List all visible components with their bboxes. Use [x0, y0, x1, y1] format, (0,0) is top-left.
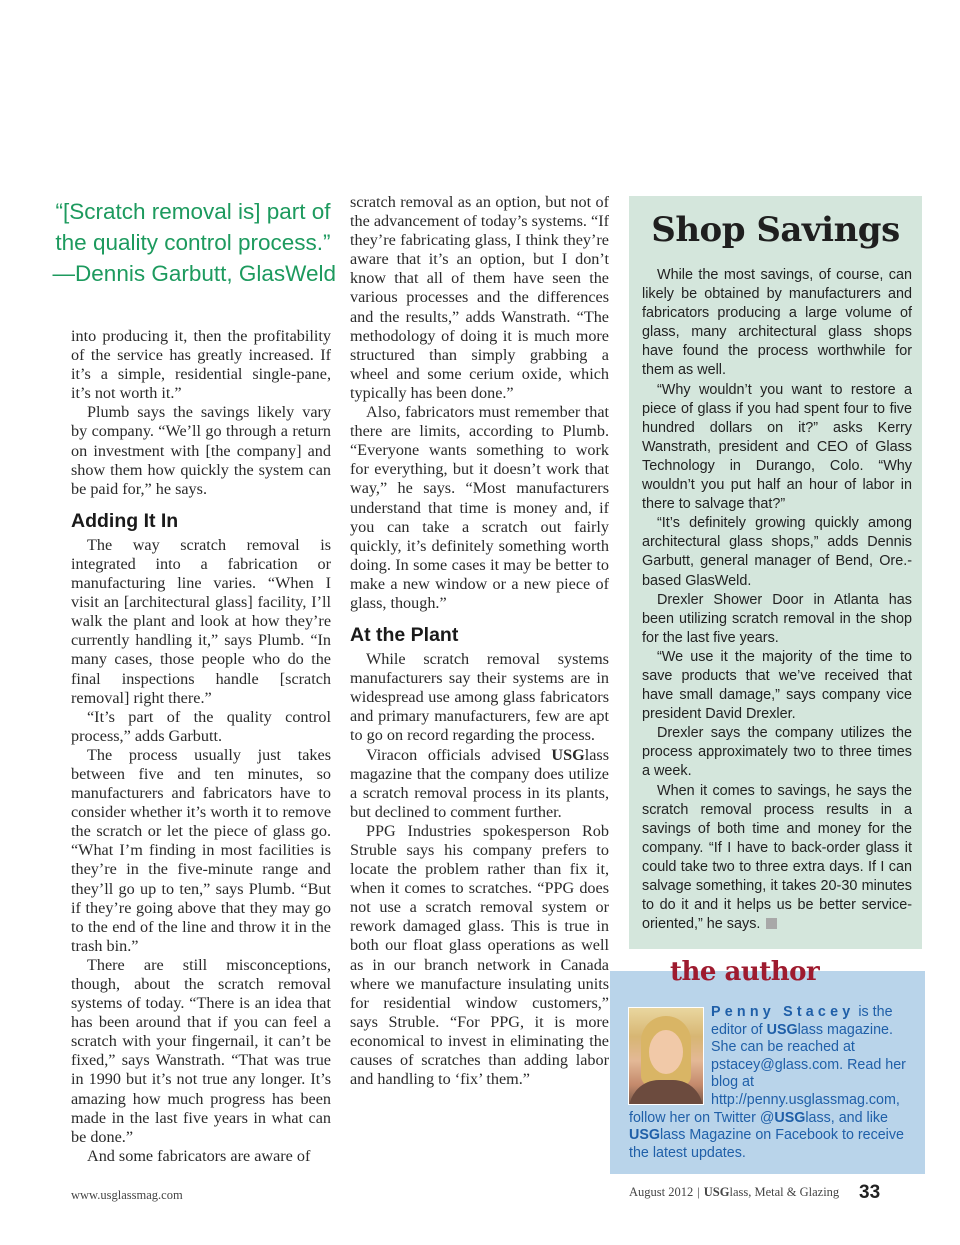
section-heading-adding-it-in: Adding It In	[71, 509, 179, 532]
brand-usg: USG	[629, 1127, 660, 1144]
sidebar-paragraph-text: When it comes to savings, he says the scratch removal process results in a savings of both time and money for the company. “If I have to back-order glass it could take two to three extra days. If I can salvage something, it takes 20-30 minutes to do it and it helps us be better service-oriented,” he says.	[642, 782, 912, 933]
paragraph: And some fabricators are aware of	[87, 1146, 311, 1165]
article-column-2	[350, 193, 609, 1089]
footer-publication: lass, Metal & Glazing	[729, 1185, 840, 1199]
paragraph: There are still misconceptions, though, about the scratch removal systems of today. “There is an idea that has been around that if you can feel a scratch with your fingernail, it can’t be fixed,” says Wanstrath. “That was true in 1990 but it’s not true any longer. It’s amazing how much progress has been made in the last five years in what can be done.”	[71, 955, 331, 1146]
sidebar-body	[629, 266, 922, 934]
pull-quote-attribution: —Dennis Garbutt, GlasWeld	[52, 261, 336, 286]
paragraph: into producing it, then the profitability of the service has greatly increased. If it’s a simple, residential single-pane, it’s not worth it.”	[71, 327, 331, 403]
pull-quote	[50, 196, 336, 289]
section-heading-at-the-plant: At the Plant	[350, 624, 459, 647]
footer-issue-date: August 2012	[629, 1185, 694, 1199]
paragraph-text: Viracon officials advised	[366, 745, 552, 764]
sidebar-paragraph: “We use it the majority of the time to save products that we’ve received that have small damage,” says company vice president David Drexler.	[642, 648, 912, 723]
sidebar-paragraph	[642, 782, 912, 935]
author-name: Penny Stacey	[711, 1004, 855, 1020]
article-column-1	[71, 327, 331, 1166]
sidebar-paragraph: Drexler Shower Door in Atlanta has been utilizing scratch removal in the shop for the last five years.	[642, 591, 912, 646]
page-number: 33	[859, 1182, 881, 1203]
sidebar-paragraph: “Why wouldn’t you want to restore a piece of glass if you had spent four to five hundred dollars on it?” asks Kerry Wanstrath, president and CEO of Glass Technology in Durango, Colo. “Why wouldn’t you put half an hour of labor in there to salvage that?”	[642, 381, 912, 513]
footer-issue-info	[629, 1185, 885, 1200]
brand-usg: USG	[774, 1109, 806, 1126]
paragraph: Also, fabricators must remember that there are limits, according to Plumb. “Everyone wants something to work for everything, but it doesn’t work that way,” he says. “Most manufacturers understand that time is money and, if you can take a scratch out fairly quickly, it’s definitely something worth doing. In some cases it may be better to make a new window or a new piece of glass, though.”	[350, 403, 609, 612]
paragraph: While scratch removal systems manufacturers say their systems are in widespread use among glass fabricators and primary manufacturers, few are apt to go on record regarding the process.	[350, 650, 609, 745]
footer-url: www.usglassmag.com	[71, 1188, 183, 1202]
paragraph: The process usually just takes between five and ten minutes, so manufacturers and fabricators have to consider whether it’s worth it to remove the scratch or let the piece of glass go. “What I’m finding in most facilities is they’re in the five-minute range and they’ll go up to ten,” says Plumb. “But if they’re going above that they may go to the end of the line and throw it in the trash bin.”	[71, 745, 331, 955]
pull-quote-text: “[Scratch removal is] part of the quality control process.”	[55, 199, 331, 255]
brand-usg: USG	[551, 745, 585, 764]
paragraph	[350, 746, 609, 822]
author-heading: the author	[670, 957, 820, 987]
end-mark-icon	[766, 918, 777, 929]
sidebar-paragraph: While the most savings, of course, can likely be obtained by manufacturers and fabricators producing a large volume of glass, many architectural glass shops have found the process worthwhile for them as well.	[642, 267, 912, 379]
sidebar-title: Shop Savings	[651, 210, 900, 250]
paragraph: The way scratch removal is integrated into a fabrication or manufacturing line varies. “When I visit an [architectural glass] facility, I’ll walk the plant and look at how they’re currently handling it,” says Plumb. “In many cases, those people who do the final inspections handle [scratch removal] right there.”	[71, 535, 331, 707]
footer-separator: |	[697, 1185, 700, 1199]
author-bio: Penny Stacey is the editor of USGlass magazine. She can be reached at pstacey@glass.com. Read her blog at http://penny.usglassmag.com, follow her on Twitter @USGlass, and like USGlass Magazine on Facebook to receive the latest updates.	[629, 1004, 906, 1161]
paragraph: Plumb says the savings likely vary by company. “We’ll go through a return on investment with [the company] and show them how quickly the system can be paid for,” he says.	[71, 403, 331, 498]
brand-usg: USG	[766, 1021, 798, 1038]
sidebar-paragraph: Drexler says the company utilizes the process approximately two to three times a week.	[642, 725, 912, 780]
sidebar-shop-savings	[629, 196, 922, 949]
author-box	[610, 957, 925, 1174]
footer-brand-usg: USG	[703, 1185, 730, 1199]
sidebar-paragraph: “It’s definitely growing quickly among architectural glass shops,” adds Dennis Garbutt, general manager of Bend, Ore.-based GlasWeld.	[642, 515, 912, 589]
paragraph: “It’s part of the quality control process,” adds Garbutt.	[71, 707, 331, 745]
paragraph: PPG Industries spokesperson Rob Struble says his company prefers to locate the problem rather than fix it, when it comes to scratches. “PPG does not use a scratch removal system or rework damaged glass. This is true in both our float glass operations as well as in our branch network in Canada where we manufacture insulating units for residential window customers,” says Struble. “For PPG, it is more economical to invest in eliminating the causes of scratches than adding labor and handling to ‘fix’ them.”	[350, 821, 609, 1089]
paragraph: scratch removal as an option, but not of the advancement of today’s systems. “If they’re fabricating glass, I think they’re aware that it’s an option, but I don’t know that all of them have seen the various processes and the differences and the results,” adds Wanstrath. “The methodology of doing it is much more structured than simply grabbing a wheel and some cerium oxide, which typically has been done.”	[350, 193, 609, 402]
paragraph-text: lass magazine that the company does utilize a scratch removal process in its plants, but declined to comment further.	[350, 745, 609, 821]
